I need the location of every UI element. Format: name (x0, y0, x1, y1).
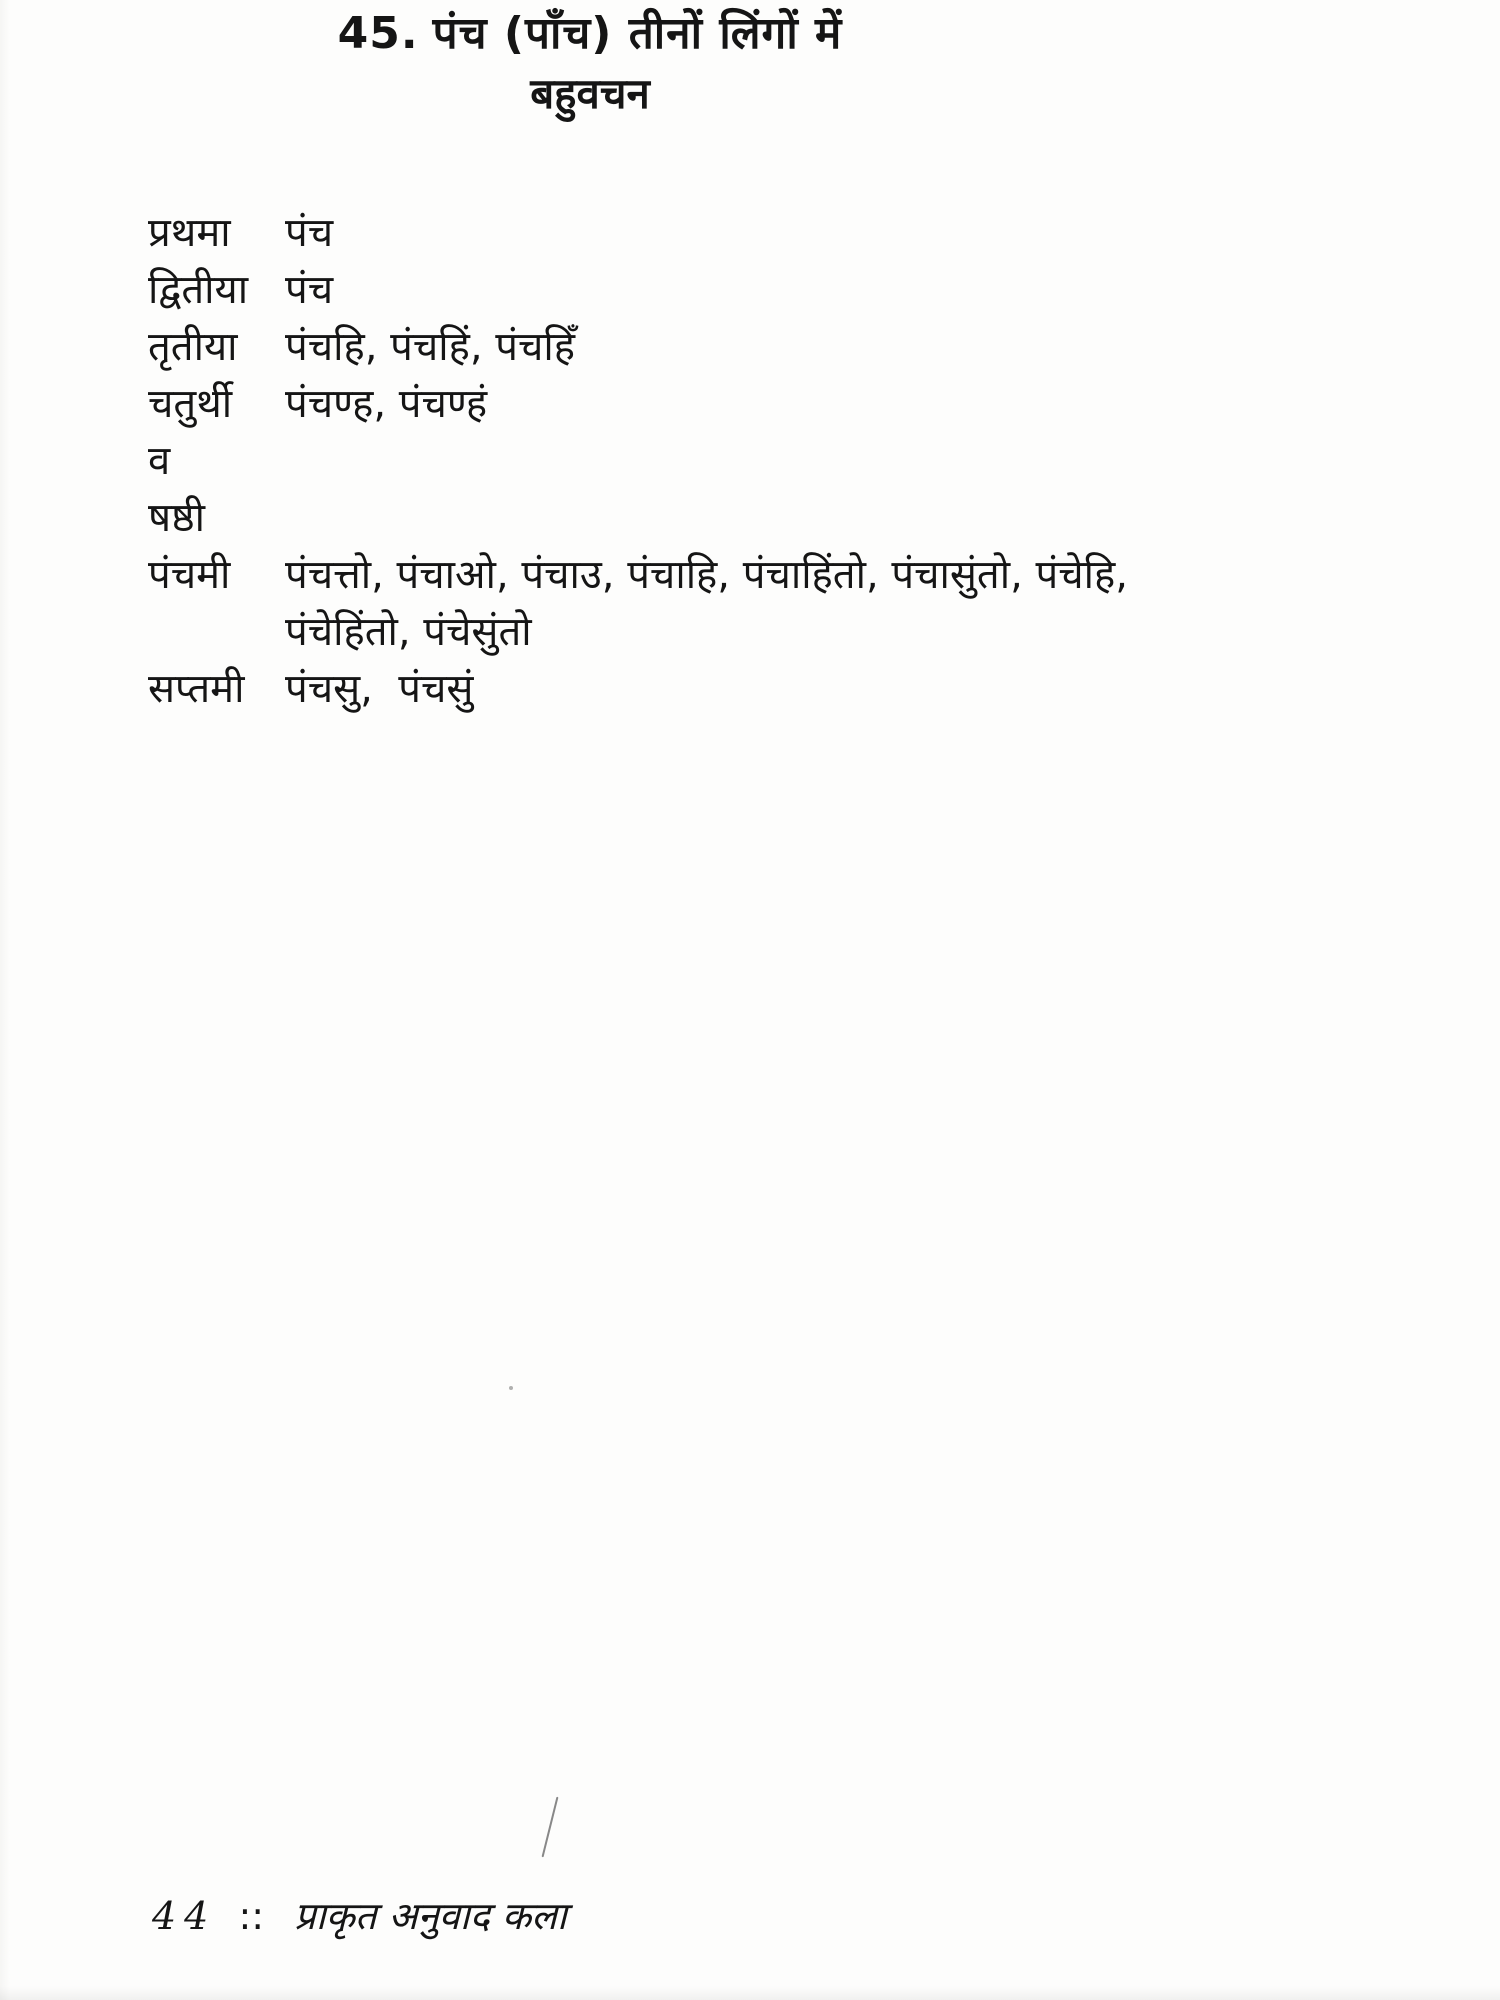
case-forms (285, 319, 1460, 376)
book-title: प्राकृत अनुवाद कला (294, 1894, 567, 1938)
page-subtitle: बहुवचन (530, 69, 650, 118)
page-number: 44 (152, 1894, 217, 1938)
case-row-tritiya (148, 319, 1460, 376)
case-forms (285, 205, 1460, 262)
forms-line: पंच (285, 210, 334, 256)
forms-line: पंचेहिंतो, पंचेसुंतो (285, 609, 532, 655)
case-row-dvitiya (148, 262, 1460, 319)
case-label: प्रथमा (148, 210, 231, 256)
section-title: पंच (पाँच) तीनों लिंगों में (432, 8, 843, 59)
case-row-chaturthi (148, 376, 1460, 433)
footer-separator: :: (238, 1894, 265, 1938)
scan-edge-shading (0, 0, 10, 2000)
stray-slash-mark (542, 1797, 559, 1858)
case-label: षष्ठी (148, 495, 206, 541)
forms-line: पंचहि, पंचहिं, पंचहिँ (285, 324, 576, 370)
case-forms (285, 547, 1460, 661)
case-label: पंचमी (148, 552, 231, 598)
footer (152, 1893, 567, 1939)
forms-line: पंचत्तो, पंचाओ, पंचाउ, पंचाहि, पंचाहिंतो, पंचासुंतो, पंचेहि, (285, 552, 1128, 598)
forms-line: पंचण्ह, पंचण्हं (285, 381, 488, 427)
case-label: तृतीया (148, 324, 238, 370)
case-forms (285, 262, 1460, 319)
case-label: द्वितीया (148, 267, 249, 313)
case-label: सप्तमी (148, 666, 245, 712)
section-number: 45. (337, 8, 419, 59)
case-row-shashthi (148, 490, 1460, 547)
forms-line: पंच (285, 267, 334, 313)
page-title (0, 6, 1180, 62)
case-row-prathama (148, 205, 1460, 262)
stray-dot-mark (509, 1386, 513, 1390)
case-row-saptami (148, 661, 1460, 718)
declension-table (148, 205, 1460, 718)
case-row-panchami (148, 547, 1460, 661)
page-heading (0, 6, 1180, 120)
case-label: चतुर्थी (148, 381, 233, 427)
case-row-va (148, 433, 1460, 490)
case-label: व (148, 438, 171, 484)
forms-line: पंचसु, पंचसुं (285, 666, 474, 712)
case-forms (285, 661, 1460, 718)
case-forms (285, 376, 1460, 433)
scan-edge-shading (0, 1986, 1500, 2000)
